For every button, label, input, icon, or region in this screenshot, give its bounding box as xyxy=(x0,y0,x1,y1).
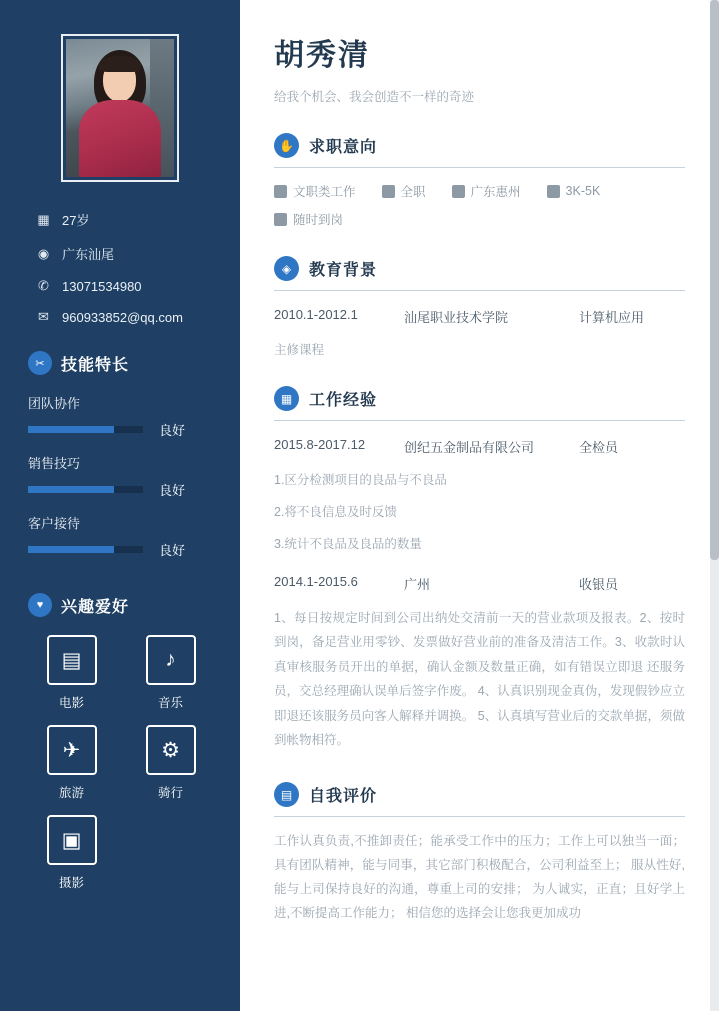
hobby-item-photography xyxy=(28,815,115,891)
hobbies-grid xyxy=(26,635,214,891)
skill-bar xyxy=(28,426,143,433)
experience-date: 2014.1-2015.6 xyxy=(274,574,358,589)
job-tag-text: 3K-5K xyxy=(565,184,601,198)
job-tag-city xyxy=(452,182,521,200)
job-tag-position xyxy=(274,182,356,200)
avatar-image xyxy=(66,39,174,177)
contact-email-text: 960933852@qq.com xyxy=(62,309,183,325)
education-date: 2010.1-2012.1 xyxy=(274,307,358,322)
calendar-icon: ▦ xyxy=(37,211,50,227)
education-major: 计算机应用 xyxy=(579,310,645,325)
skills-title: 技能特长 xyxy=(61,356,130,374)
hobby-item-cycling xyxy=(127,725,214,801)
hobby-item-music xyxy=(127,635,214,711)
handshake-icon: ✋ xyxy=(274,133,299,158)
contact-item-location xyxy=(36,244,214,263)
experience-row xyxy=(274,437,685,456)
contact-phone-text: 13071534980 xyxy=(62,278,142,294)
contact-location-text: 广东汕尾 xyxy=(62,247,115,262)
briefcase-icon xyxy=(274,185,287,198)
experience-duty: 1.区分检测项目的良品与不良品 xyxy=(274,473,447,487)
building-icon xyxy=(452,185,465,198)
experience-description: 1、每日按规定时间到公司出纳处交清前一天的营业款项及报表。2、按时到岗，备足营业用零钞、发票做好营业前的准备及清洁工作。3、收款时认真审核服务员开出的单据，确认金额及数量正确，如有错误立即退 还服务员，交总经理确认误单后签字作废。 4、认真识别现金真伪，发现假钞应立即退还该服务员向客人解释并调换。 5、认真填写营业后的交款单据，须做到帐物相符。 xyxy=(274,611,685,747)
skill-item xyxy=(26,513,214,559)
experience-role: 全检员 xyxy=(579,440,619,455)
contact-age-text: 27岁 xyxy=(62,213,90,228)
plane-icon: ✈ xyxy=(47,725,97,775)
hobby-item-travel xyxy=(28,725,115,801)
skills-heading xyxy=(28,351,214,375)
section-experience xyxy=(274,386,685,752)
experience-duty: 2.将不良信息及时反馈 xyxy=(274,505,397,519)
experience-duty: 3.统计不良品及良品的数量 xyxy=(274,537,422,551)
section-job-intention xyxy=(274,133,685,228)
cap-icon: ◈ xyxy=(274,256,299,281)
money-icon xyxy=(547,185,560,198)
bicycle-icon: ⚙ xyxy=(146,725,196,775)
mail-icon: ✉ xyxy=(38,309,49,324)
skill-level: 良好 xyxy=(159,483,186,498)
hobby-label: 摄影 xyxy=(58,876,84,890)
avatar xyxy=(61,34,179,182)
self-evaluation-title: 自我评价 xyxy=(309,788,378,806)
job-tag-type xyxy=(382,182,426,200)
location-icon: ◉ xyxy=(37,245,50,261)
experience-company: 广州 xyxy=(404,577,431,592)
skill-level: 良好 xyxy=(159,423,186,438)
contact-list xyxy=(26,210,214,325)
hobbies-title: 兴趣爱好 xyxy=(61,598,130,616)
education-school: 汕尾职业技术学院 xyxy=(404,310,509,325)
job-tag-text: 随时到岗 xyxy=(293,213,344,227)
skill-level: 良好 xyxy=(159,543,186,558)
page-scrollbar[interactable] xyxy=(710,0,719,1011)
job-intention-title: 求职意向 xyxy=(309,139,378,156)
note-icon: ▤ xyxy=(274,782,299,807)
skill-item xyxy=(26,453,214,499)
main-content xyxy=(240,0,719,1011)
contact-item-phone xyxy=(36,278,214,294)
experience-date: 2015.8-2017.12 xyxy=(274,437,366,452)
section-self-evaluation xyxy=(274,782,685,925)
skill-name: 销售技巧 xyxy=(28,456,81,471)
tools-icon: ✂ xyxy=(28,351,52,375)
suitcase-icon: ▦ xyxy=(274,386,299,411)
education-title: 教育背景 xyxy=(309,262,378,279)
skill-name: 团队协作 xyxy=(28,396,81,411)
section-education xyxy=(274,256,685,358)
clock-icon xyxy=(274,213,287,226)
skill-bar xyxy=(28,546,143,553)
contact-item-age xyxy=(36,210,214,229)
page-title: 胡秀清 xyxy=(274,39,370,72)
experience-row xyxy=(274,574,685,593)
job-intention-tags xyxy=(274,182,685,200)
hobbies-heading xyxy=(28,593,214,617)
experience-company: 创纪五金制品有限公司 xyxy=(404,440,535,455)
hobby-label: 电影 xyxy=(58,696,84,710)
job-tag-text: 全职 xyxy=(400,185,426,199)
heart-icon: ♥ xyxy=(28,593,52,617)
self-evaluation-text: 工作认真负责,不推卸责任；能承受工作中的压力；工作上可以独当一面； 具有团队精神，能与同事，其它部门积极配合，公司利益至上； 服从性好,能与上司保持良好的沟通，尊重上司的安排； 为人诚实，正直；且好学上进,不断提高工作能力； 相信您的选择会让您我更加成功 xyxy=(274,834,685,920)
user-icon xyxy=(382,185,395,198)
music-icon: ♪ xyxy=(146,635,196,685)
phone-icon: ✆ xyxy=(38,278,49,293)
skill-bar xyxy=(28,486,143,493)
experience-role: 收银员 xyxy=(579,577,619,592)
hobby-label: 骑行 xyxy=(157,786,183,800)
hobby-label: 旅游 xyxy=(58,786,84,800)
hobby-item-movie xyxy=(28,635,115,711)
job-tag-text: 广东惠州 xyxy=(470,185,521,199)
sidebar xyxy=(0,0,240,1011)
education-row xyxy=(274,307,685,326)
scrollbar-thumb[interactable] xyxy=(710,0,719,560)
job-tag-text: 文职类工作 xyxy=(293,185,356,199)
job-tag-availability xyxy=(274,210,343,228)
profile-motto: 给我个机会、我会创造不一样的奇迹 xyxy=(274,90,475,104)
skill-name: 客户接待 xyxy=(28,516,81,531)
education-course-label: 主修课程 xyxy=(274,343,325,357)
hobby-label: 音乐 xyxy=(157,696,183,710)
job-tag-salary xyxy=(547,182,601,200)
camera-icon: ▣ xyxy=(47,815,97,865)
contact-item-email xyxy=(36,309,214,325)
film-icon: ▤ xyxy=(47,635,97,685)
skill-item xyxy=(26,393,214,439)
experience-title: 工作经验 xyxy=(309,392,378,409)
